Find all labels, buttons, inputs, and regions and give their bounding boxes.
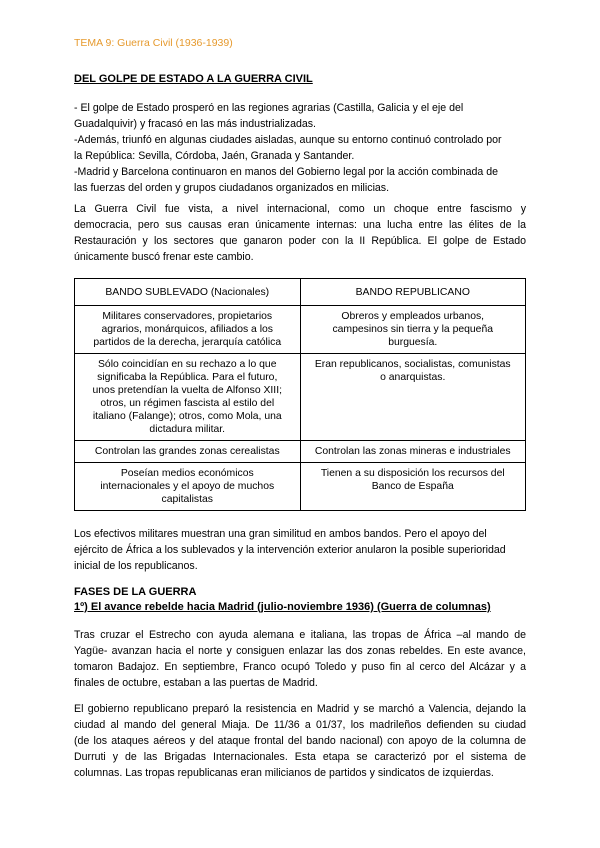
text-line: Durruti y de las Brigadas Internacionales. Esta etapa se caracterizó por el sistema de [74,751,526,763]
text-line: inicial de los republicanos. [74,560,198,572]
cell-line: Militares conservadores, propietarios [102,311,273,322]
text-line: tomaron Badajoz. En septiembre, Franco ocupó Toledo y puso fin al cerco del Alcázar y a [74,661,526,673]
text-line: columnas. Las tropas republicanas eran milicianos de partidos y sindicatos de izquierdas. [74,767,494,779]
table-row [75,463,526,511]
bandos-table [74,278,526,511]
table-cell [75,354,301,441]
table-header-row [75,279,526,306]
table-cell [300,354,526,441]
cell-line: unos pretendían la vuelta de Alfonso XIII; [92,385,282,396]
text-line: las fuerzas del orden y grupos ciudadanos organizados en milicias. [74,182,390,194]
cell-line: dictadura militar. [149,424,226,435]
table-row [75,306,526,354]
table-cell [75,441,301,463]
cell-line: capitalistas [161,494,213,505]
table-cell [300,441,526,463]
intro-paragraph [74,100,526,196]
text-line: -Además, triunfó en algunas ciudades aisladas, aunque su entorno continuó controlado por [74,134,502,146]
text-line: (de los ataques aéreos y del ataque frontal del bando nacional) con apoyo de la columna de [74,735,526,747]
paragraph-guerra-civil [74,201,526,265]
cell-line: Obreros y empleados urbanos, [341,311,485,322]
cell-line: campesinos sin tierra y la pequeña [332,324,494,335]
text-line: únicamente buscó frenar este cambio. [74,251,254,263]
text-line: -Madrid y Barcelona continuaron en manos del Gobierno legal por la acción combinada de [74,166,499,178]
text-line: ciudad al mando del general Miaja. De 11/36 a 01/37, los madrileños defienden su ciudad [74,719,526,731]
text-line: Tras cruzar el Estrecho con ayuda alemana e italiana, las tropas de África –al mando de [74,629,526,641]
table-row [75,354,526,441]
table-cell [300,306,526,354]
text-line: finales de octubre, estaban a las puertas de Madrid. [74,677,318,689]
text-line: democracia, pero sus causas eran únicamente internas: una lucha entre las élites de la [74,219,526,231]
cell-line: Poseían medios económicos [120,468,254,479]
cell-line: italiano (Falange); otros, como Mola, una [92,411,282,422]
cell-line: Sólo coincidían en su rechazo a lo que [98,359,277,370]
cell-line: burguesía. [388,337,438,348]
paragraph-resistencia [74,701,526,781]
text-line: - El golpe de Estado prosperó en las regiones agrarias (Castilla, Galicia y el eje del [74,102,464,114]
cell-line: partidos de la derecha, jerarquía católica [93,337,282,348]
text-line: ejército de África a los sublevados y la intervención exterior anularon la posible superioridad [74,544,506,556]
cell-line: Eran republicanos, socialistas, comunistas [314,359,511,370]
table-row [75,441,526,463]
cell-line: otros, un régimen fascista al estilo del [100,398,275,409]
header-bando-sublevado: BANDO SUBLEVADO (Nacionales) [75,279,301,306]
text-line: Los efectivos militares muestran una gran similitud en ambos bandos. Pero el apoyo del [74,528,487,540]
page-header: TEMA 9: Guerra Civil (1936-1939) [74,37,233,49]
cell-line: significaba la República. Para el futuro, [97,372,278,383]
text-line: La Guerra Civil fue vista, a nivel internacional, como un choque entre fascismo y [74,203,526,215]
table-cell [75,306,301,354]
subsection-title-avance: 1º) El avance rebelde hacia Madrid (julio-noviembre 1936) (Guerra de columnas) [74,601,491,613]
table-cell [75,463,301,511]
cell-line: internacionales y el apoyo de muchos [100,481,275,492]
cell-line: Controlan las grandes zonas cerealistas [94,446,280,457]
paragraph-avance [74,627,526,691]
text-line: la República: Sevilla, Córdoba, Jaén, Granada y Santander. [74,150,355,162]
paragraph-efectivos [74,526,526,574]
table-cell [300,463,526,511]
text-line: El gobierno republicano preparó la resistencia en Madrid y se marchó a Valencia, dejando la [74,703,526,715]
section-title-golpe: DEL GOLPE DE ESTADO A LA GUERRA CIVIL [74,73,313,85]
cell-line: agrarios, monárquicos, afiliados a los [101,324,274,335]
text-line: Restauración y los sectores que ganaron poder con la II República. El golpe de Estado [74,235,526,247]
text-line: Guadalquivir) y fracasó en las más industrializadas. [74,118,317,130]
header-bando-republicano: BANDO REPUBLICANO [300,279,526,306]
text-line: Yagüe- avanzan hacia el norte y consiguen enlazar las dos zonas rebeldes. En este avance, [74,645,526,657]
cell-line: o anarquistas. [380,372,446,383]
cell-line: Tienen a su disposición los recursos del [320,468,505,479]
cell-line: Controlan las zonas mineras e industriales [314,446,511,457]
section-title-fases: FASES DE LA GUERRA [74,586,197,598]
cell-line: Banco de España [371,481,454,492]
